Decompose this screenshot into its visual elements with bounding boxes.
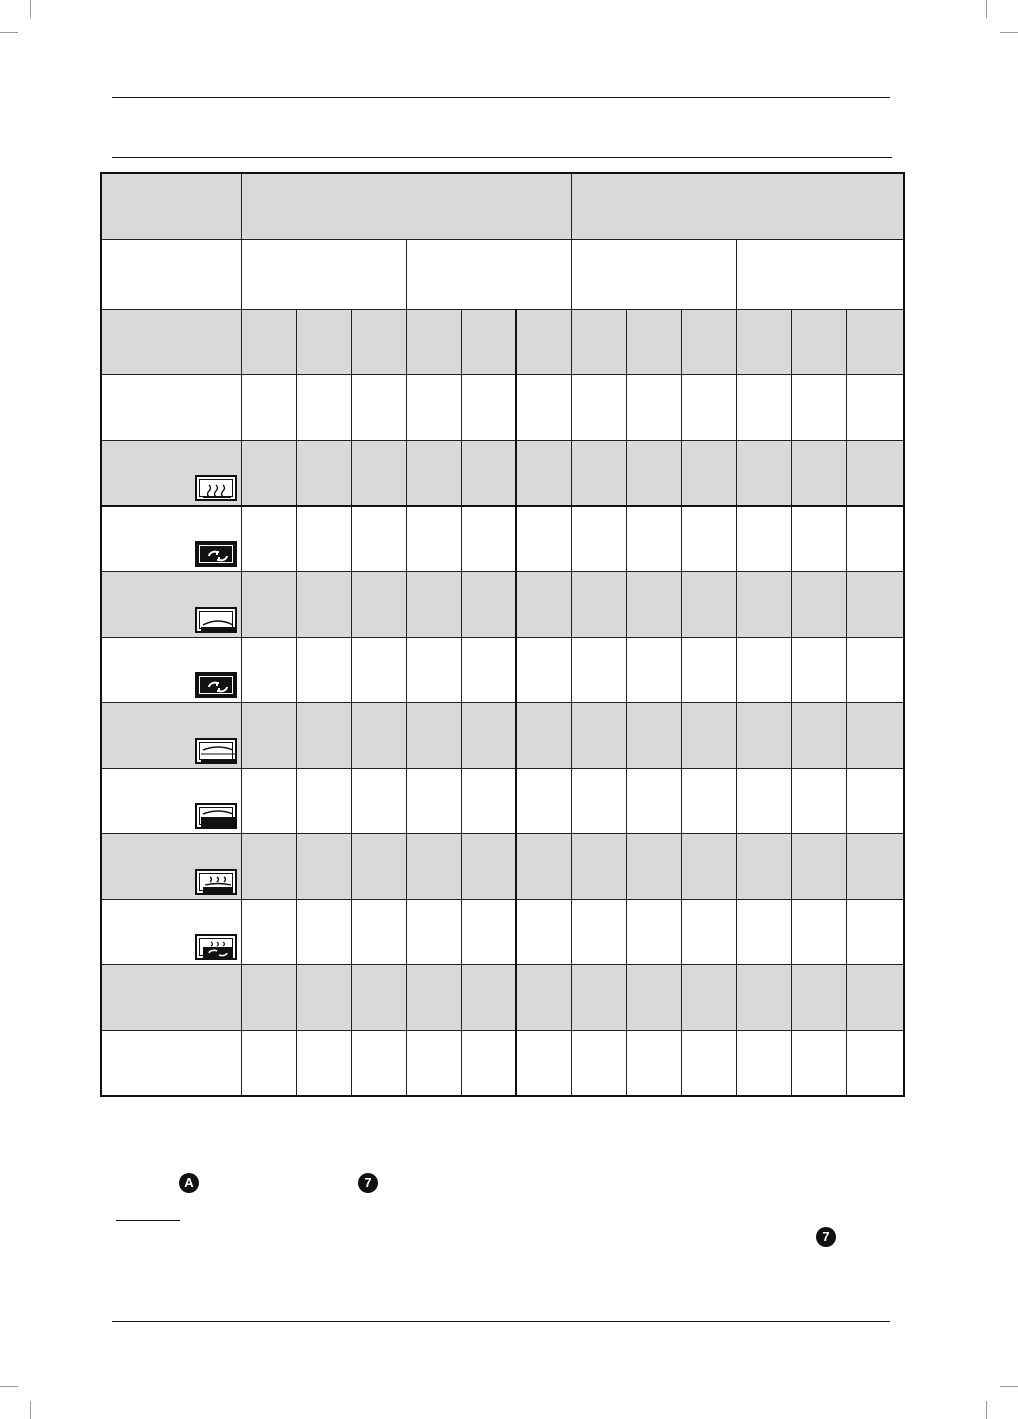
- table-cell: [791, 702, 846, 768]
- table-cell: [626, 374, 681, 440]
- table-cell: [351, 309, 406, 374]
- table-cell: [101, 1030, 241, 1096]
- table-cell: [736, 768, 791, 833]
- fan-grill-icon: [195, 934, 237, 960]
- table-cell: [571, 899, 626, 964]
- table-cell: [461, 309, 516, 374]
- table-cell: [681, 899, 736, 964]
- table-cell: [626, 440, 681, 506]
- table-cell: [101, 440, 241, 506]
- table-row: [101, 506, 904, 571]
- table-cell: [736, 1030, 791, 1096]
- top-heat-icon: [195, 803, 237, 829]
- table-cell: [681, 506, 736, 571]
- table-row: [101, 768, 904, 833]
- table-cell: [791, 637, 846, 702]
- table-cell: [516, 374, 571, 440]
- table-cell: [241, 440, 296, 506]
- table-cell: [846, 964, 904, 1030]
- table-cell: [461, 571, 516, 637]
- table-cell: [101, 899, 241, 964]
- table-cell: [241, 702, 296, 768]
- table-cell: [351, 571, 406, 637]
- table-cell: [626, 964, 681, 1030]
- table-cell: [516, 964, 571, 1030]
- table-cell: [461, 637, 516, 702]
- table-cell: [101, 833, 241, 899]
- table-cell: [736, 440, 791, 506]
- table-cell: [736, 309, 791, 374]
- table-cell: [736, 239, 904, 309]
- table-cell: [296, 637, 351, 702]
- table-cell: [461, 374, 516, 440]
- table-cell: [681, 571, 736, 637]
- table-cell: [681, 768, 736, 833]
- table-row: [101, 637, 904, 702]
- table-cell: [241, 833, 296, 899]
- table-cell: [681, 637, 736, 702]
- table-cell: [101, 637, 241, 702]
- table-row: [101, 309, 904, 374]
- table-cell: [241, 506, 296, 571]
- table-cell: [571, 571, 626, 637]
- table-cell: [791, 964, 846, 1030]
- header-rule-top: [112, 97, 890, 98]
- table-cell: [791, 1030, 846, 1096]
- table-cell: [626, 768, 681, 833]
- table-cell: [351, 637, 406, 702]
- label-badge-seven: 7: [358, 1173, 378, 1193]
- table-cell: [516, 309, 571, 374]
- table-cell: [681, 309, 736, 374]
- table-cell: [571, 702, 626, 768]
- table-cell: [626, 702, 681, 768]
- table-cell: [296, 1030, 351, 1096]
- table-header-row: [101, 239, 904, 309]
- table-cell: [791, 506, 846, 571]
- table-cell: [846, 374, 904, 440]
- table-cell: [516, 506, 571, 571]
- table-cell: [461, 440, 516, 506]
- table-cell: [351, 833, 406, 899]
- table-cell: [241, 571, 296, 637]
- table-cell: [461, 506, 516, 571]
- table-cell: [241, 768, 296, 833]
- table-cell: [571, 833, 626, 899]
- table-cell: [406, 374, 461, 440]
- table-cell: [241, 964, 296, 1030]
- table-cell: [736, 374, 791, 440]
- table-cell: [626, 571, 681, 637]
- table-cell: [406, 833, 461, 899]
- table-cell: [101, 768, 241, 833]
- table-cell: [296, 702, 351, 768]
- table-cell: [681, 440, 736, 506]
- fan-circulation-icon: [195, 672, 237, 698]
- table-cell: [681, 702, 736, 768]
- table-cell: [296, 440, 351, 506]
- table-cell: [736, 702, 791, 768]
- top-bottom-heat-icon: [195, 738, 237, 764]
- table-cell: [571, 506, 626, 571]
- crop-mark: [0, 1386, 18, 1387]
- table-cell: [571, 768, 626, 833]
- footer-rule: [112, 1321, 890, 1322]
- underlined-word: [116, 1220, 180, 1221]
- table-cell: [736, 899, 791, 964]
- table-cell: [461, 899, 516, 964]
- crop-mark: [1000, 32, 1018, 33]
- crop-mark: [30, 0, 31, 18]
- table-cell: [406, 702, 461, 768]
- table-cell: [101, 239, 241, 309]
- table-cell: [791, 899, 846, 964]
- table-row: [101, 964, 904, 1030]
- table-cell: [406, 239, 571, 309]
- table-cell: [846, 702, 904, 768]
- table-cell: [736, 637, 791, 702]
- table-cell: [516, 440, 571, 506]
- table-row: [101, 571, 904, 637]
- table-row: [101, 1030, 904, 1096]
- table-cell: [241, 1030, 296, 1096]
- table-cell: [681, 833, 736, 899]
- table-cell: [101, 173, 241, 239]
- table-cell: [626, 506, 681, 571]
- table-cell: [516, 768, 571, 833]
- table-cell: [681, 1030, 736, 1096]
- table-cell: [516, 637, 571, 702]
- table-cell: [571, 637, 626, 702]
- table-cell: [736, 833, 791, 899]
- table-cell: [351, 374, 406, 440]
- table-cell: [406, 440, 461, 506]
- grill-icon: [195, 869, 237, 895]
- table-cell: [516, 833, 571, 899]
- table-cell: [736, 964, 791, 1030]
- table-cell: [626, 637, 681, 702]
- table-cell: [296, 374, 351, 440]
- table-cell: [101, 374, 241, 440]
- table-cell: [846, 637, 904, 702]
- table-cell: [296, 964, 351, 1030]
- table-cell: [296, 571, 351, 637]
- table-cell: [406, 1030, 461, 1096]
- crop-mark: [0, 32, 18, 33]
- table-row: [101, 702, 904, 768]
- table-cell: [461, 833, 516, 899]
- table-cell: [791, 309, 846, 374]
- table-cell: [101, 506, 241, 571]
- table-cell: [846, 1030, 904, 1096]
- table-row: [101, 899, 904, 964]
- table-cell: [846, 506, 904, 571]
- table-cell: [296, 899, 351, 964]
- table-cell: [101, 309, 241, 374]
- table-cell: [571, 964, 626, 1030]
- table-cell: [406, 768, 461, 833]
- table-cell: [351, 768, 406, 833]
- table-cell: [846, 440, 904, 506]
- table-cell: [351, 899, 406, 964]
- table-row: [101, 833, 904, 899]
- table-cell: [571, 309, 626, 374]
- header-rule-bottom: [112, 157, 892, 158]
- table-cell: [461, 1030, 516, 1096]
- table-cell: [791, 440, 846, 506]
- label-badge-seven: 7: [816, 1227, 836, 1247]
- crop-mark: [986, 1401, 987, 1419]
- cooking-table: [100, 172, 905, 1097]
- table-cell: [681, 374, 736, 440]
- table-cell: [516, 1030, 571, 1096]
- table-cell: [351, 702, 406, 768]
- table-cell: [626, 899, 681, 964]
- table-cell: [516, 899, 571, 964]
- table-cell: [846, 768, 904, 833]
- table-cell: [406, 309, 461, 374]
- table-cell: [351, 440, 406, 506]
- table-cell: [241, 309, 296, 374]
- crop-mark: [1000, 1386, 1018, 1387]
- table-cell: [406, 899, 461, 964]
- table-cell: [846, 309, 904, 374]
- table-cell: [461, 702, 516, 768]
- table-cell: [846, 833, 904, 899]
- table-cell: [791, 571, 846, 637]
- table-cell: [351, 506, 406, 571]
- crop-mark: [30, 1401, 31, 1419]
- table-cell: [241, 173, 571, 239]
- table-cell: [461, 964, 516, 1030]
- table-cell: [516, 571, 571, 637]
- table-cell: [791, 374, 846, 440]
- table-cell: [406, 571, 461, 637]
- table-cell: [241, 239, 406, 309]
- table-cell: [101, 571, 241, 637]
- table-cell: [241, 637, 296, 702]
- table-cell: [351, 964, 406, 1030]
- fan-circulation-icon: [195, 541, 237, 567]
- table-cell: [791, 833, 846, 899]
- table-cell: [571, 1030, 626, 1096]
- table-cell: [571, 374, 626, 440]
- table-cell: [101, 702, 241, 768]
- table-cell: [571, 440, 626, 506]
- table-cell: [791, 768, 846, 833]
- table-cell: [736, 506, 791, 571]
- crop-mark: [986, 0, 987, 18]
- table-cell: [571, 173, 904, 239]
- table-cell: [296, 833, 351, 899]
- table-cell: [406, 964, 461, 1030]
- table-cell: [571, 239, 736, 309]
- table-cell: [626, 1030, 681, 1096]
- label-badge-a: A: [179, 1173, 199, 1193]
- table-cell: [846, 899, 904, 964]
- table-cell: [296, 506, 351, 571]
- table-row: [101, 374, 904, 440]
- table-cell: [241, 899, 296, 964]
- table-cell: [101, 964, 241, 1030]
- top-bottom-heat-icon: [195, 607, 237, 633]
- table-cell: [516, 702, 571, 768]
- table-cell: [681, 964, 736, 1030]
- table-cell: [736, 571, 791, 637]
- table-cell: [296, 309, 351, 374]
- table-cell: [351, 1030, 406, 1096]
- bottom-heat-icon: [195, 475, 237, 501]
- table-cell: [296, 768, 351, 833]
- table-cell: [846, 571, 904, 637]
- table-cell: [406, 506, 461, 571]
- table-cell: [241, 374, 296, 440]
- table-row: [101, 440, 904, 506]
- table-cell: [461, 768, 516, 833]
- table-header-row: [101, 173, 904, 239]
- table-cell: [626, 309, 681, 374]
- table-cell: [626, 833, 681, 899]
- table-cell: [406, 637, 461, 702]
